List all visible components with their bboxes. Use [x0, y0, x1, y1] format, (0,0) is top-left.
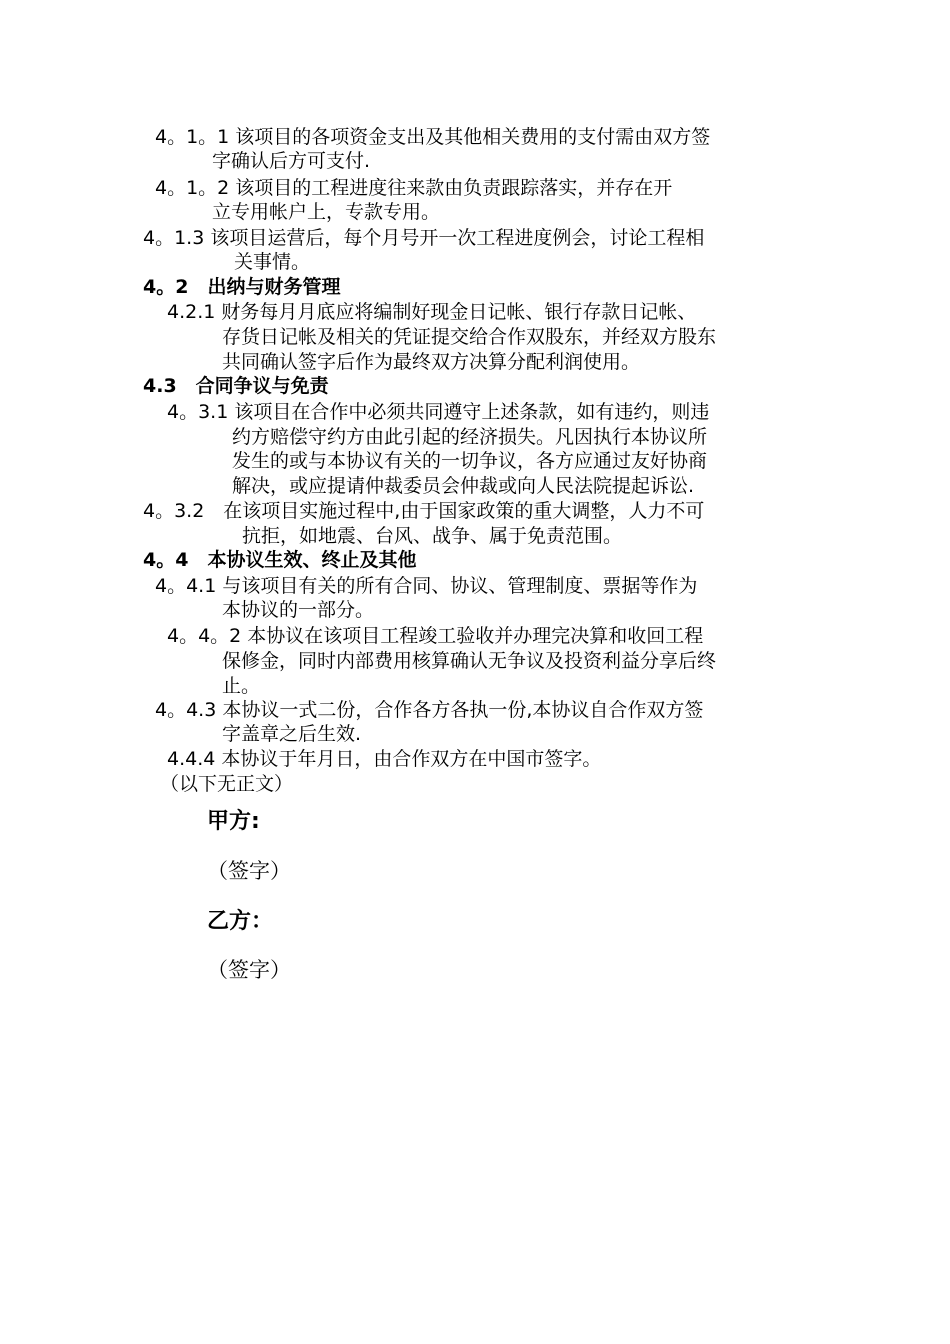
clause-4-4-3-line-2: 字盖章之后生效. — [222, 723, 362, 745]
party-b-label: 乙方： — [207, 909, 274, 934]
clause-4-1-3-line-2: 关事情。 — [234, 251, 311, 273]
clause-4-3-2-line-1: 4。3.2 在该项目实施过程中,由于国家政策的重大调整，人力不可 — [143, 500, 705, 522]
clause-4-3-1-line-1: 4。3.1 该项目在合作中必须共同遵守上述条款，如有违约，则违 — [167, 401, 710, 423]
clause-4-4-4: 4.4.4 本协议于年月日，由合作双方在中国市签字。 — [167, 748, 602, 770]
clause-4-2-1-line-3: 共同确认签字后作为最终双方决算分配利润使用。 — [222, 351, 641, 373]
clause-4-1-1-line-2: 字确认后方可支付. — [212, 150, 371, 172]
clause-4-1-1-line-1: 4。1。1 该项目的各项资金支出及其他相关费用的支付需由双方签 — [155, 126, 711, 148]
clause-4-4-1-line-1: 4。4.1 与该项目有关的所有合同、协议、管理制度、票据等作为 — [155, 575, 698, 597]
clause-4-3-1-line-4: 解决，或应提请仲裁委员会仲裁或向人民法院提起诉讼. — [232, 475, 695, 497]
section-heading-4-4: 4。4 本协议生效、终止及其他 — [143, 549, 417, 571]
clause-4-4-2-line-1: 4。4。2 本协议在该项目工程竣工验收并办理完决算和收回工程 — [167, 625, 704, 647]
clause-4-1-3-line-1: 4。1.3 该项目运营后，每个月号开一次工程进度例会，讨论工程相 — [143, 227, 705, 249]
clause-4-4-2-line-2: 保修金，同时内部费用核算确认无争议及投资利益分享后终 — [222, 650, 717, 672]
clause-4-1-2-line-2: 立专用帐户上，专款专用。 — [212, 201, 441, 223]
clause-4-3-1-line-3: 发生的或与本协议有关的一切争议，各方应通过友好协商 — [232, 450, 708, 472]
party-b-signature-note: （签字） — [207, 958, 291, 982]
end-of-text-note: （以下无正文） — [160, 773, 294, 795]
party-a-signature-note: （签字） — [207, 859, 291, 883]
clause-4-4-1-line-2: 本协议的一部分。 — [222, 599, 375, 621]
section-heading-4-3: 4.3 合同争议与免责 — [143, 375, 329, 397]
section-heading-4-2: 4。2 出纳与财务管理 — [143, 276, 341, 298]
clause-4-3-1-line-2: 约方赔偿守约方由此引起的经济损失。凡因执行本协议所 — [232, 426, 708, 448]
clause-4-1-2-line-1: 4。1。2 该项目的工程进度往来款由负责跟踪落实，并存在开 — [155, 177, 673, 199]
clause-4-2-1-line-2: 存货日记帐及相关的凭证提交给合作双股东，并经双方股东 — [222, 326, 717, 348]
party-a-label: 甲方: — [207, 809, 260, 834]
clause-4-3-2-line-2: 抗拒，如地震、台风、战争、属于免责范围。 — [242, 525, 623, 547]
clause-4-4-3-line-1: 4。4.3 本协议一式二份，合作各方各执一份,本协议自合作双方签 — [155, 699, 704, 721]
clause-4-4-2-line-3: 止。 — [222, 675, 261, 697]
clause-4-2-1-line-1: 4.2.1 财务每月月底应将编制好现金日记帐、银行存款日记帐、 — [167, 301, 697, 323]
